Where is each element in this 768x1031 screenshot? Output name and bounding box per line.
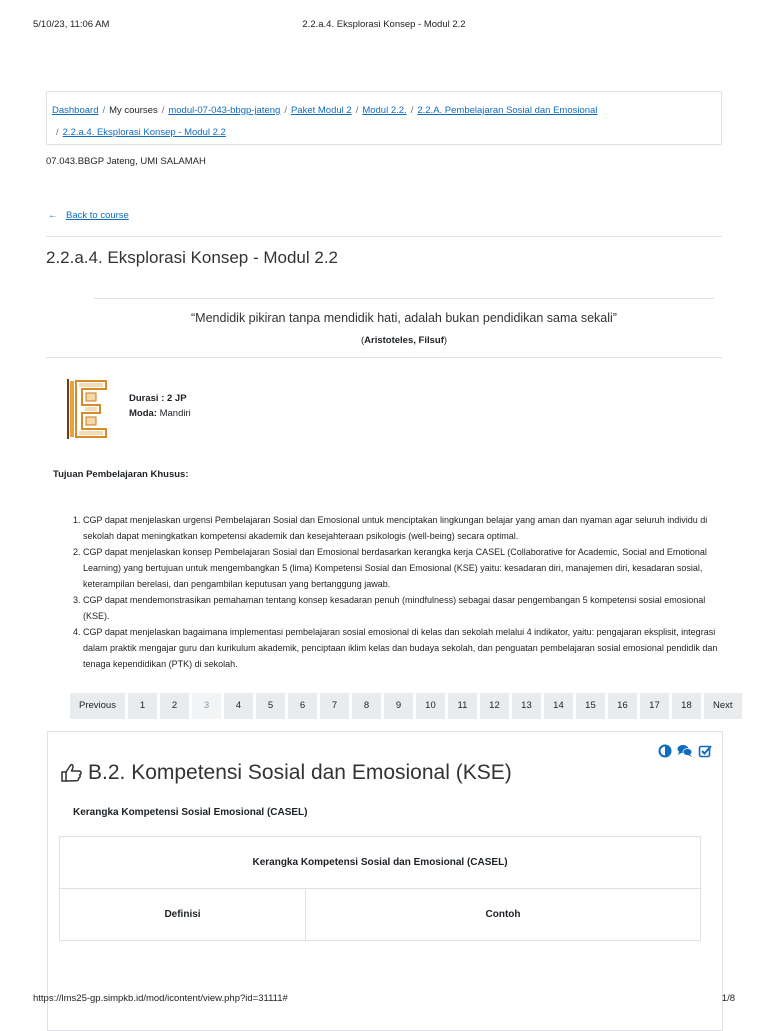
contrast-icon[interactable]: [658, 744, 672, 758]
module-logo-icon: [66, 377, 112, 441]
print-url: https://lms25-gp.simpkb.id/mod/icontent/view.php?id=31111#: [33, 993, 288, 1004]
page-button[interactable]: 13: [512, 693, 541, 719]
breadcrumb-separator: /: [410, 105, 414, 116]
column-header-definisi: Definisi: [60, 889, 306, 941]
breadcrumb-separator: /: [56, 127, 59, 138]
breadcrumb-current[interactable]: 2.2.a.4. Eksplorasi Konsep - Modul 2.2: [62, 127, 226, 138]
breadcrumb-dashboard[interactable]: Dashboard: [52, 105, 99, 116]
moda-label: Moda:: [129, 408, 157, 419]
page-button[interactable]: 6: [288, 693, 317, 719]
page-title: 2.2.a.4. Eksplorasi Konsep - Modul 2.2: [46, 248, 338, 267]
breadcrumb-modul[interactable]: Modul 2.2.: [362, 105, 407, 116]
breadcrumb-separator: /: [284, 105, 287, 116]
durasi-label: Durasi : 2 JP: [129, 393, 187, 404]
quote-author: [94, 335, 714, 346]
page-button[interactable]: 14: [544, 693, 573, 719]
page-button-current: 3: [192, 693, 221, 719]
quote-paren-close: ): [443, 335, 448, 346]
moda-value: Mandiri: [159, 408, 191, 419]
breadcrumb-my-courses: My courses: [109, 105, 158, 116]
goals-heading: Tujuan Pembelajaran Khusus:: [53, 469, 189, 480]
goal-item: 1. CGP dapat menjelaskan urgensi Pembelajaran Sosial dan Emosional untuk menciptakan lingkungan belajar yang aman dan nyaman agar seluruh individu di sekolah dapat meningkatkan kompetensi akademik dan kesejahteraan psikologis (well-being) secara optimal.: [83, 512, 733, 544]
print-page-number: 1/8: [721, 993, 735, 1004]
page-button[interactable]: 10: [416, 693, 445, 719]
page-button[interactable]: 5: [256, 693, 285, 719]
page-button[interactable]: 11: [448, 693, 477, 719]
breadcrumb: [46, 91, 722, 145]
goals-list: [69, 512, 733, 672]
page-button[interactable]: 8: [352, 693, 381, 719]
page-button[interactable]: 7: [320, 693, 349, 719]
section-subheading: Kerangka Kompetensi Sosial Emosional (CASEL): [73, 807, 308, 818]
quote-paren-open: (: [360, 335, 365, 346]
user-info: 07.043.BBGP Jateng, UMI SALAMAH: [46, 156, 206, 167]
comments-icon[interactable]: [677, 744, 693, 758]
section-title: [60, 761, 512, 785]
breadcrumb-paket-modul[interactable]: Paket Modul 2: [290, 105, 352, 116]
table-caption: Kerangka Kompetensi Sosial dan Emosional (CASEL): [60, 837, 701, 889]
breadcrumb-separator: /: [355, 105, 359, 116]
breadcrumb-separator: /: [102, 105, 106, 116]
breadcrumb-separator: /: [161, 105, 165, 116]
page-button[interactable]: 15: [576, 693, 605, 719]
next-button[interactable]: Next: [704, 693, 742, 719]
goal-item: 3. CGP dapat mendemonstrasikan pemahaman tentang konsep kesadaran penuh (mindfulness) sebagai dasar pengembangan 5 kompetensi sosial emosional (KSE).: [83, 592, 733, 624]
previous-button[interactable]: Previous: [70, 693, 125, 719]
back-to-course-link[interactable]: [48, 210, 129, 221]
pagination: [70, 693, 742, 719]
casel-table: [59, 836, 701, 941]
page-button[interactable]: 1: [128, 693, 157, 719]
table-row: [60, 837, 701, 889]
print-doc-title: 2.2.a.4. Eksplorasi Konsep - Modul 2.2: [302, 19, 466, 30]
goal-item: 4. CGP dapat menjelaskan bagaimana implementasi pembelajaran sosial emosional di kelas dan sekolah melalui 4 indikator, yaitu: pengajaran eksplisit, integrasi dalam praktik mengajar guru dan kurikulum akademik, penciptaan iklim kelas dan budaya sekolah, dan penguatan pembelajaran sosial emosional pendidik dan tenaga kependidikan (PTK) di sekolah.: [83, 624, 733, 672]
page-button[interactable]: 2: [160, 693, 189, 719]
page-button[interactable]: 4: [224, 693, 253, 719]
page-button[interactable]: 9: [384, 693, 413, 719]
breadcrumb-section[interactable]: 2.2.A. Pembelajaran Sosial dan Emosional: [417, 105, 598, 116]
page-button[interactable]: 18: [672, 693, 701, 719]
back-to-course-label: Back to course: [66, 210, 129, 221]
content-card: [47, 731, 723, 1031]
card-tools: [658, 744, 712, 758]
section-title-text: B.2. Kompetensi Sosial dan Emosional (KSE): [88, 761, 512, 784]
page-button[interactable]: 17: [640, 693, 669, 719]
divider: [46, 236, 722, 237]
goal-item: 2. CGP dapat menjelaskan konsep Pembelajaran Sosial dan Emosional berdasarkan kerangka kerja CASEL (Collaborative for Academic, Social and Emotional Learning) yang bertujuan untuk mengembangkan 5 (lima) Kompetensi Sosial dan Emosional (KSE) yaitu: kesadaran diri, manajemen diri, kesadaran sosial, keterampilan berelasi, dan pengambilan keputusan yang bertanggung jawab.: [83, 544, 733, 592]
page-button[interactable]: 16: [608, 693, 637, 719]
column-header-contoh: Contoh: [306, 889, 701, 941]
quote-text: “Mendidik pikiran tanpa mendidik hati, adalah bukan pendidikan sama sekali”: [191, 311, 617, 325]
divider: [46, 357, 722, 358]
hand-pointer-icon: [60, 762, 82, 784]
page-button[interactable]: 12: [480, 693, 509, 719]
arrow-left-icon: ←: [48, 210, 58, 221]
table-row: [60, 889, 701, 941]
print-date: 5/10/23, 11:06 AM: [33, 19, 110, 30]
breadcrumb-course[interactable]: modul-07-043-bbgp-jateng: [168, 105, 281, 116]
check-square-icon[interactable]: [698, 744, 712, 758]
module-meta: [129, 391, 191, 421]
divider: [94, 298, 714, 299]
quote-author-name: Aristoteles, Filsuf: [364, 335, 444, 346]
